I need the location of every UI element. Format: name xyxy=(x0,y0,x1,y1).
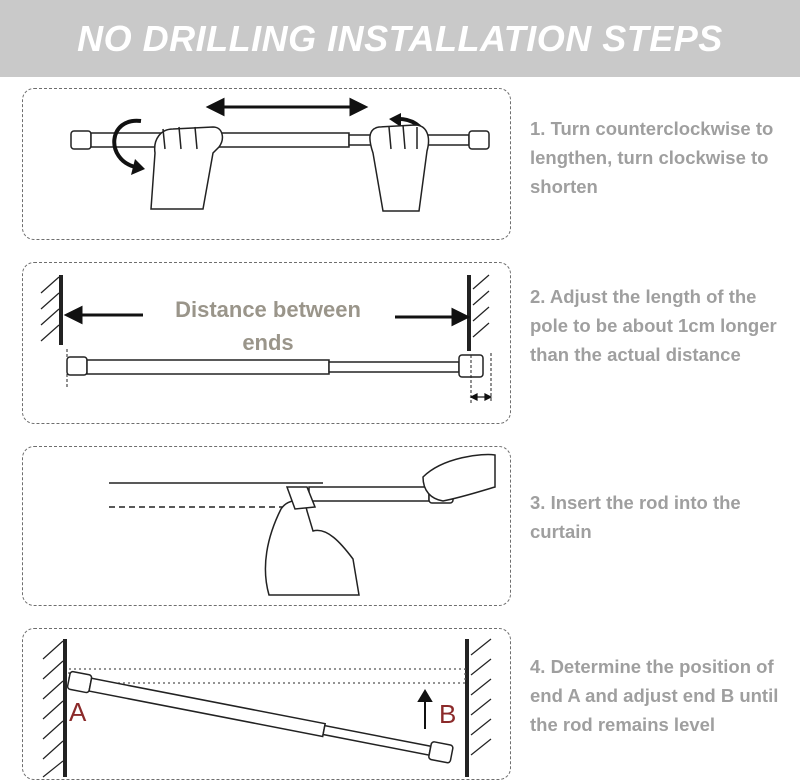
step-4-illustration xyxy=(22,628,511,780)
header-banner xyxy=(0,0,800,77)
right-hand-icon xyxy=(370,125,429,211)
right-arrow-icon xyxy=(395,310,467,324)
left-hand-icon xyxy=(265,487,359,595)
right-wall-icon xyxy=(469,275,489,351)
rotate-arrowhead-left xyxy=(131,159,145,175)
up-arrow-icon xyxy=(419,691,431,729)
right-hand-icon xyxy=(423,455,495,501)
step-1-illustration xyxy=(22,88,511,240)
rotate-arrowhead-right xyxy=(389,113,401,127)
left-wall-icon xyxy=(43,639,65,777)
left-arrow-icon xyxy=(67,308,143,322)
left-hand-icon xyxy=(151,127,222,209)
insert-rod-illustration xyxy=(23,447,512,607)
step-1-text: 1. Turn counterclockwise to lengthen, turn clockwise to shorten xyxy=(530,118,774,197)
step-4-text: 4. Determine the position of end A and adjust end B until the rod remains level xyxy=(530,656,779,735)
step-3-text: 3. Insert the rod into the curtain xyxy=(530,492,741,542)
left-wall-icon xyxy=(41,275,61,345)
step-3-illustration xyxy=(22,446,511,606)
tilted-rod-icon xyxy=(67,671,453,763)
rod-rotation-illustration xyxy=(23,89,512,241)
end-a-label: A xyxy=(69,697,87,727)
level-rod-illustration xyxy=(23,629,512,781)
right-wall-icon xyxy=(467,639,491,777)
offset-arrow-icon xyxy=(471,394,491,400)
page-title: NO DRILLING INSTALLATION STEPS xyxy=(77,17,723,59)
distance-label: Distance between ends xyxy=(175,297,361,355)
double-arrow-icon xyxy=(209,100,365,114)
level-guide-dotted xyxy=(69,669,465,683)
end-b-label: B xyxy=(439,699,457,729)
step-2-text: 2. Adjust the length of the pole to be about 1cm longer than the actual distance xyxy=(530,286,777,365)
step-2-illustration xyxy=(22,262,511,424)
